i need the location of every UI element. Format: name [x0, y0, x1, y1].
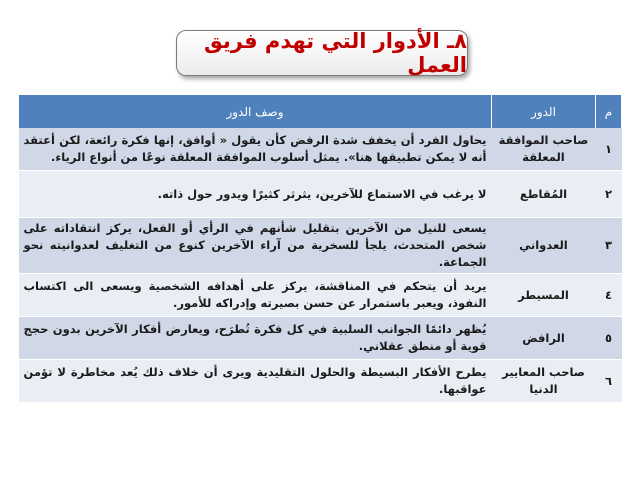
slide-title-box — [176, 30, 468, 76]
row-description: يطرح الأفكار البسيطة والحلول التقليدية ويرى أن خلاف ذلك يُعد مخاطرة لا تؤمن عواقبها. — [19, 360, 492, 403]
table-row — [19, 171, 622, 218]
header-role: الدور — [492, 95, 596, 128]
row-role: المُقاطع — [492, 171, 596, 218]
row-role: المسيطر — [492, 274, 596, 317]
header-description: وصف الدور — [19, 95, 492, 128]
row-description: يريد أن يتحكم في المناقشة، يركز على أهدافه الشخصية ويسعى الى اكتساب النفوذ، ويعبر باستمرار عن حسن بصيرته وإدراكه للأمور. — [19, 274, 492, 317]
row-num: ٥ — [596, 317, 622, 360]
table-row — [19, 128, 622, 171]
header-num: م — [596, 95, 622, 128]
table-row — [19, 317, 622, 360]
row-role: الرافض — [492, 317, 596, 360]
row-description: لا يرغب في الاستماع للآخرين، يثرثر كثيرًا ويدور حول ذاته. — [19, 171, 492, 218]
row-description: يُظهر دائمًا الجوانب السلبية في كل فكرة تُطرَح، ويعارض أفكار الآخرين بدون حجج قوية أو منطق عقلاني. — [19, 317, 492, 360]
table-row — [19, 218, 622, 274]
roles-table — [18, 95, 622, 403]
slide-title: ٨ـ الأدوار التي تهدم فريق العمل — [203, 29, 467, 77]
row-description: يسعى للنيل من الآخرين بتقليل شأنهم في الرأي أو الفعل، يركز انتقاداته على شخص المتحدث، يلجأ للسخرية من آراء الآخرين كنوع من التغليف لعدوانيته نحو الجماعة. — [19, 218, 492, 274]
row-num: ٤ — [596, 274, 622, 317]
table-row — [19, 360, 622, 403]
table-header-row — [19, 95, 622, 128]
row-num: ١ — [596, 128, 622, 171]
row-role: العدواني — [492, 218, 596, 274]
row-num: ٣ — [596, 218, 622, 274]
row-role: صاحب الموافقة المعلقة — [492, 128, 596, 171]
table-row — [19, 274, 622, 317]
row-num: ٢ — [596, 171, 622, 218]
row-description: يحاول الفرد أن يخفف شدة الرفض كأن يقول « أوافق، إنها فكرة رائعة، لكن أعتقد أنه لا يمكن تطبيقها هنا». يمثل أسلوب الموافقة المعلقة نوعًا من أنواع الرياء. — [19, 128, 492, 171]
row-num: ٦ — [596, 360, 622, 403]
row-role: صاحب المعايير الدنيا — [492, 360, 596, 403]
